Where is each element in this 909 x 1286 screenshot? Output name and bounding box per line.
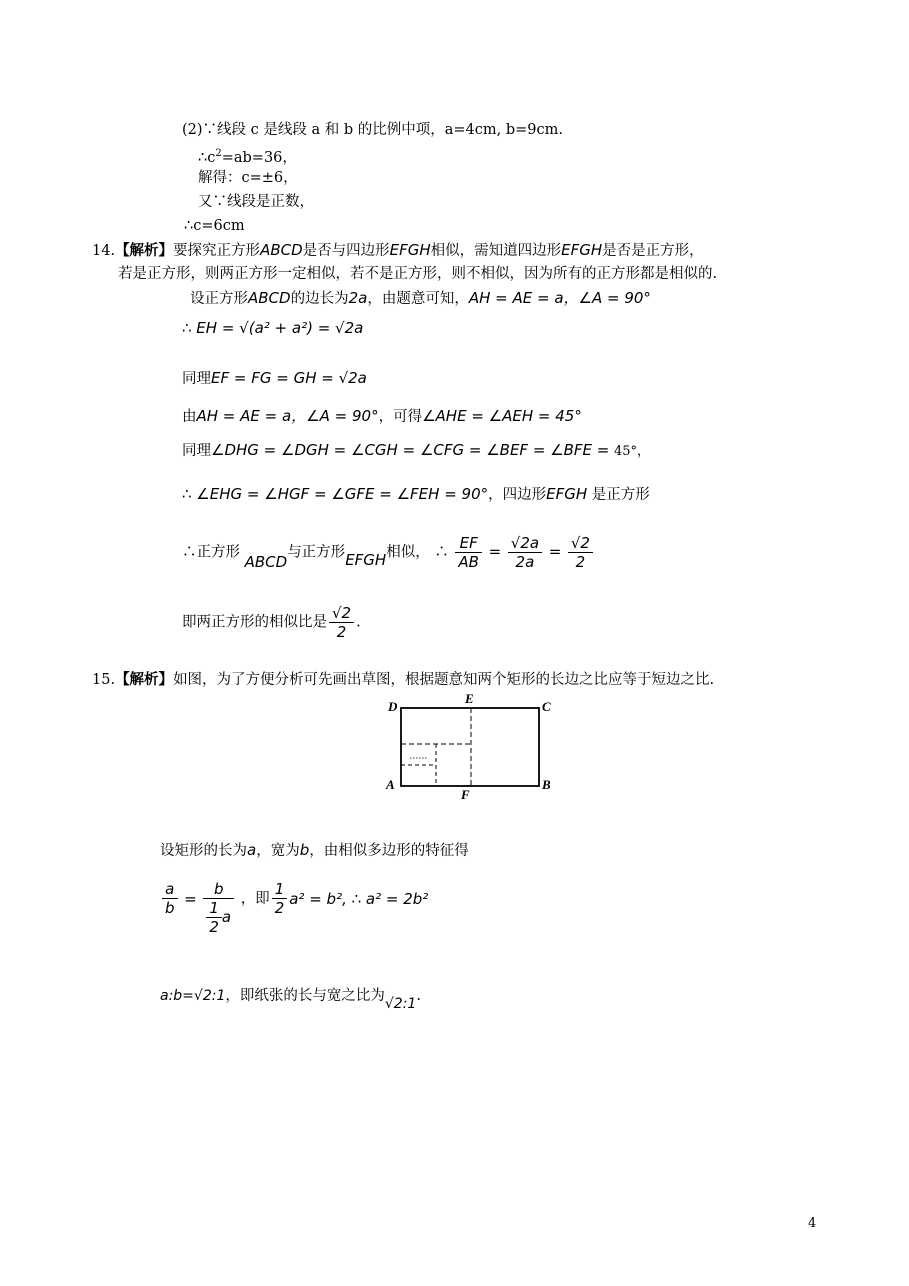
outer-rectangle bbox=[401, 708, 539, 786]
fraction-ef-ab: $\frac{EF}{AB}$ bbox=[455, 534, 482, 571]
step-4: 由AH = AE = a，∠A = 90°，可得∠AHE = ∠AEH = 45° bbox=[182, 407, 582, 425]
step-1: 设正方形ABCD的边长为2a，由题意可知，AH = AE = a，∠A = 90° bbox=[190, 289, 651, 307]
fraction-sqrt2-2: $\frac{√2}{2}$ bbox=[568, 534, 593, 571]
fraction-half: $\frac{1}{2}$ bbox=[272, 880, 288, 917]
step-10: $\frac{a}{b}$ = b $\frac{1}{2}$ a ，即 $\frac{1}{2}$ a² = b², ∴ a² = 2b² bbox=[160, 880, 428, 936]
problem-14-header: 14.【解析】要探究正方形ABCD是否与四边形EFGH相似，需知道四边形EFGH是否是正方形， bbox=[92, 241, 704, 259]
step-5: 同理∠DHG = ∠DGH = ∠CGH = ∠CFG = ∠BEF = ∠BFE = 45°， bbox=[182, 441, 650, 459]
label-c: C bbox=[542, 699, 551, 714]
line-ratio-premise: (2)∵线段 c 是线段 a 和 b 的比例中项，a=4cm, b=9cm. bbox=[182, 122, 563, 138]
fraction-ratio: $\frac{√2}{2}$ bbox=[329, 604, 354, 641]
line-solve: 解得：c=±6， bbox=[198, 170, 298, 186]
line-c-squared: $\therefore c^2=ab=36$， bbox=[198, 148, 297, 166]
problem-14-line2: 若是正方形，则两正方形一定相似，若不是正方形，则不相似，因为所有的正方形都是相似的. bbox=[118, 266, 718, 282]
label-f: F bbox=[461, 787, 470, 802]
label-e: E bbox=[465, 691, 474, 706]
page-number: 4 bbox=[808, 1216, 817, 1231]
step-2-eh: ∴ EH = √(a² + a²) = √2a bbox=[182, 319, 364, 337]
problem-15-header: 15.【解析】如图，为了方便分析可先画出草图，根据题意知两个矩形的长边之比应等于短边之比. bbox=[92, 671, 715, 688]
fraction-b-half-a: b $\frac{1}{2}$ a bbox=[203, 880, 234, 936]
step-3: 同理EF = FG = GH = √2a bbox=[182, 369, 367, 387]
line-c-result: ∴c=6cm bbox=[184, 218, 245, 234]
fraction-sqrt2a-2a: $\frac{√2a}{2a}$ bbox=[508, 534, 542, 571]
label-d: D bbox=[388, 699, 398, 714]
label-a: A bbox=[386, 777, 395, 792]
fraction-a-b: $\frac{a}{b}$ bbox=[162, 880, 178, 917]
label-b: B bbox=[542, 777, 551, 792]
step-11: a:b=√2:1，即纸张的长与宽之比为√2:1. bbox=[160, 988, 421, 1012]
step-6: ∴ ∠EHG = ∠HGF = ∠GFE = ∠FEH = 90°，四边形EFGH 是正方形 bbox=[182, 485, 650, 503]
step-7: ∴正方形 ABCD与正方形EFGH相似， ∴ $\frac{EF}{AB}$ = $\frac{√2a}{2a}$ = $\frac{√2}{2}$ bbox=[182, 534, 595, 571]
rectangle-figure bbox=[380, 690, 560, 805]
step-8: 即两正方形的相似比是 $\frac{√2}{2}$ . bbox=[182, 604, 361, 641]
step-9: 设矩形的长为a，宽为b，由相似多边形的特征得 bbox=[160, 841, 469, 859]
line-positive: 又∵线段是正数， bbox=[198, 194, 314, 210]
